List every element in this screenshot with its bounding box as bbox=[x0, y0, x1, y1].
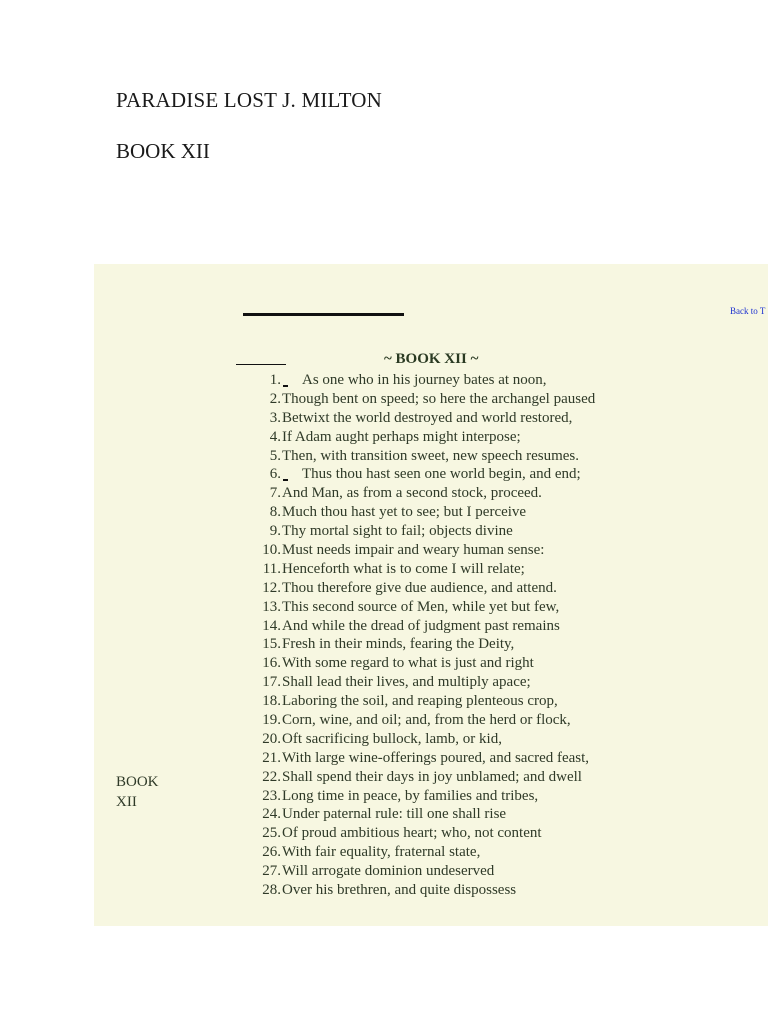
book-heading: BOOK XII bbox=[116, 139, 210, 163]
verse-line bbox=[244, 654, 595, 673]
verse-text: And Man, as from a second stock, proceed. bbox=[282, 485, 542, 502]
verse-line bbox=[244, 579, 595, 598]
verse-number: 17. bbox=[262, 674, 281, 691]
verse-number: 2. bbox=[269, 390, 281, 407]
verse-line bbox=[244, 805, 595, 824]
back-to-top-link[interactable]: Back to T bbox=[730, 306, 766, 316]
verse-line bbox=[244, 824, 595, 843]
verse-list bbox=[244, 371, 595, 900]
verse-text: Long time in peace, by families and tribes, bbox=[282, 787, 539, 804]
verse-number: 6. bbox=[269, 466, 281, 483]
verse-line bbox=[244, 768, 595, 787]
verse-text: Corn, wine, and oil; and, from the herd or flock, bbox=[282, 712, 571, 729]
verse-number: 21. bbox=[262, 749, 281, 766]
verse-number: 1. bbox=[269, 372, 281, 388]
verse-text: Much thou hast yet to see; but I perceive bbox=[282, 504, 527, 521]
verse-number: 4. bbox=[269, 428, 281, 445]
verse-line bbox=[244, 447, 595, 466]
verse-text: Thy mortal sight to fail; objects divine bbox=[282, 523, 513, 540]
verse-text: If Adam aught perhaps might interpose; bbox=[282, 428, 521, 445]
verse-number: 27. bbox=[262, 863, 281, 880]
verse-number: 28. bbox=[262, 882, 281, 899]
verse-number: 10. bbox=[262, 542, 281, 559]
verse-number: 3. bbox=[269, 409, 281, 426]
verse-text: Fresh in their minds, fearing the Deity, bbox=[282, 636, 515, 653]
verse-line bbox=[244, 711, 595, 730]
verse-text: Though bent on speed; so here the archangel paused bbox=[282, 390, 596, 407]
verse-line bbox=[244, 862, 595, 881]
side-book-label bbox=[116, 772, 176, 812]
verse-number: 24. bbox=[262, 806, 281, 823]
verse-line bbox=[244, 541, 595, 560]
verse-line bbox=[244, 692, 595, 711]
verse-text: Thou therefore give due audience, and attend. bbox=[282, 579, 557, 596]
book-center-heading: ~ BOOK XII ~ bbox=[384, 351, 479, 367]
verse-line bbox=[244, 635, 595, 654]
verse-line bbox=[244, 484, 595, 503]
verse-number: 8. bbox=[269, 504, 281, 521]
verse-text: With some regard to what is just and right bbox=[282, 655, 534, 672]
verse-text: Oft sacrificing bullock, lamb, or kid, bbox=[282, 730, 502, 747]
verse-text: Betwixt the world destroyed and world restored, bbox=[282, 409, 573, 426]
verse-line bbox=[244, 730, 595, 749]
verse-number: 5. bbox=[269, 447, 281, 464]
verse-number: 19. bbox=[262, 712, 281, 729]
horizontal-rule bbox=[243, 313, 404, 316]
verse-text: Will arrogate dominion undeserved bbox=[282, 863, 495, 880]
verse-line bbox=[244, 598, 595, 617]
footnote-marker[interactable] bbox=[283, 479, 288, 481]
verse-number: 9. bbox=[269, 523, 281, 540]
verse-line bbox=[244, 522, 595, 541]
verse-line bbox=[244, 881, 595, 900]
verse-number: 16. bbox=[262, 655, 281, 672]
verse-number: 15. bbox=[262, 636, 281, 653]
verse-line bbox=[244, 617, 595, 636]
verse-text: Henceforth what is to come I will relate; bbox=[282, 560, 525, 577]
verse-number: 26. bbox=[262, 844, 281, 861]
verse-text: With fair equality, fraternal state, bbox=[282, 844, 481, 861]
verse-line bbox=[244, 843, 595, 862]
verse-number: 13. bbox=[262, 598, 281, 615]
short-rule bbox=[236, 364, 286, 365]
verse-text: And while the dread of judgment past remains bbox=[282, 617, 560, 634]
verse-number: 23. bbox=[262, 787, 281, 804]
verse-line bbox=[244, 560, 595, 579]
verse-line bbox=[244, 503, 595, 522]
verse-number: 22. bbox=[262, 768, 281, 785]
verse-text: Of proud ambitious heart; who, not content bbox=[282, 825, 542, 842]
verse-number: 7. bbox=[269, 485, 281, 502]
verse-line bbox=[244, 465, 595, 484]
verse-text: Then, with transition sweet, new speech resumes. bbox=[282, 447, 580, 464]
verse-text: Shall spend their days in joy unblamed; and dwell bbox=[282, 768, 582, 785]
verse-text: With large wine-offerings poured, and sacred feast, bbox=[282, 749, 590, 766]
verse-text: Over his brethren, and quite dispossess bbox=[282, 882, 517, 899]
side-label-line-book: BOOK bbox=[116, 774, 159, 790]
verse-text: Under paternal rule: till one shall rise bbox=[282, 806, 507, 823]
verse-text: Must needs impair and weary human sense: bbox=[282, 542, 545, 559]
verse-number: 20. bbox=[262, 730, 281, 747]
verse-text: This second source of Men, while yet but few, bbox=[282, 598, 560, 615]
verse-line bbox=[244, 409, 595, 428]
verse-text: Laboring the soil, and reaping plenteous crop, bbox=[282, 693, 558, 710]
verse-number: 11. bbox=[262, 560, 281, 577]
verse-line bbox=[244, 390, 595, 409]
verse-line bbox=[244, 371, 595, 390]
verse-text: Shall lead their lives, and multiply apace; bbox=[282, 674, 531, 691]
verse-line bbox=[244, 428, 595, 447]
side-label-line-number: XII bbox=[116, 794, 137, 810]
verse-line bbox=[244, 673, 595, 692]
verse-number: 14. bbox=[262, 617, 281, 634]
document-title: PARADISE LOST J. MILTON bbox=[116, 88, 382, 112]
content-panel bbox=[94, 264, 768, 926]
verse-number: 25. bbox=[262, 825, 281, 842]
footnote-marker[interactable] bbox=[283, 385, 288, 387]
verse-text: As one who in his journey bates at noon, bbox=[302, 372, 547, 388]
verse-text: Thus thou hast seen one world begin, and end; bbox=[302, 466, 581, 483]
verse-line bbox=[244, 749, 595, 768]
verse-number: 12. bbox=[262, 579, 281, 596]
verse-line bbox=[244, 787, 595, 806]
verse-number: 18. bbox=[262, 693, 281, 710]
